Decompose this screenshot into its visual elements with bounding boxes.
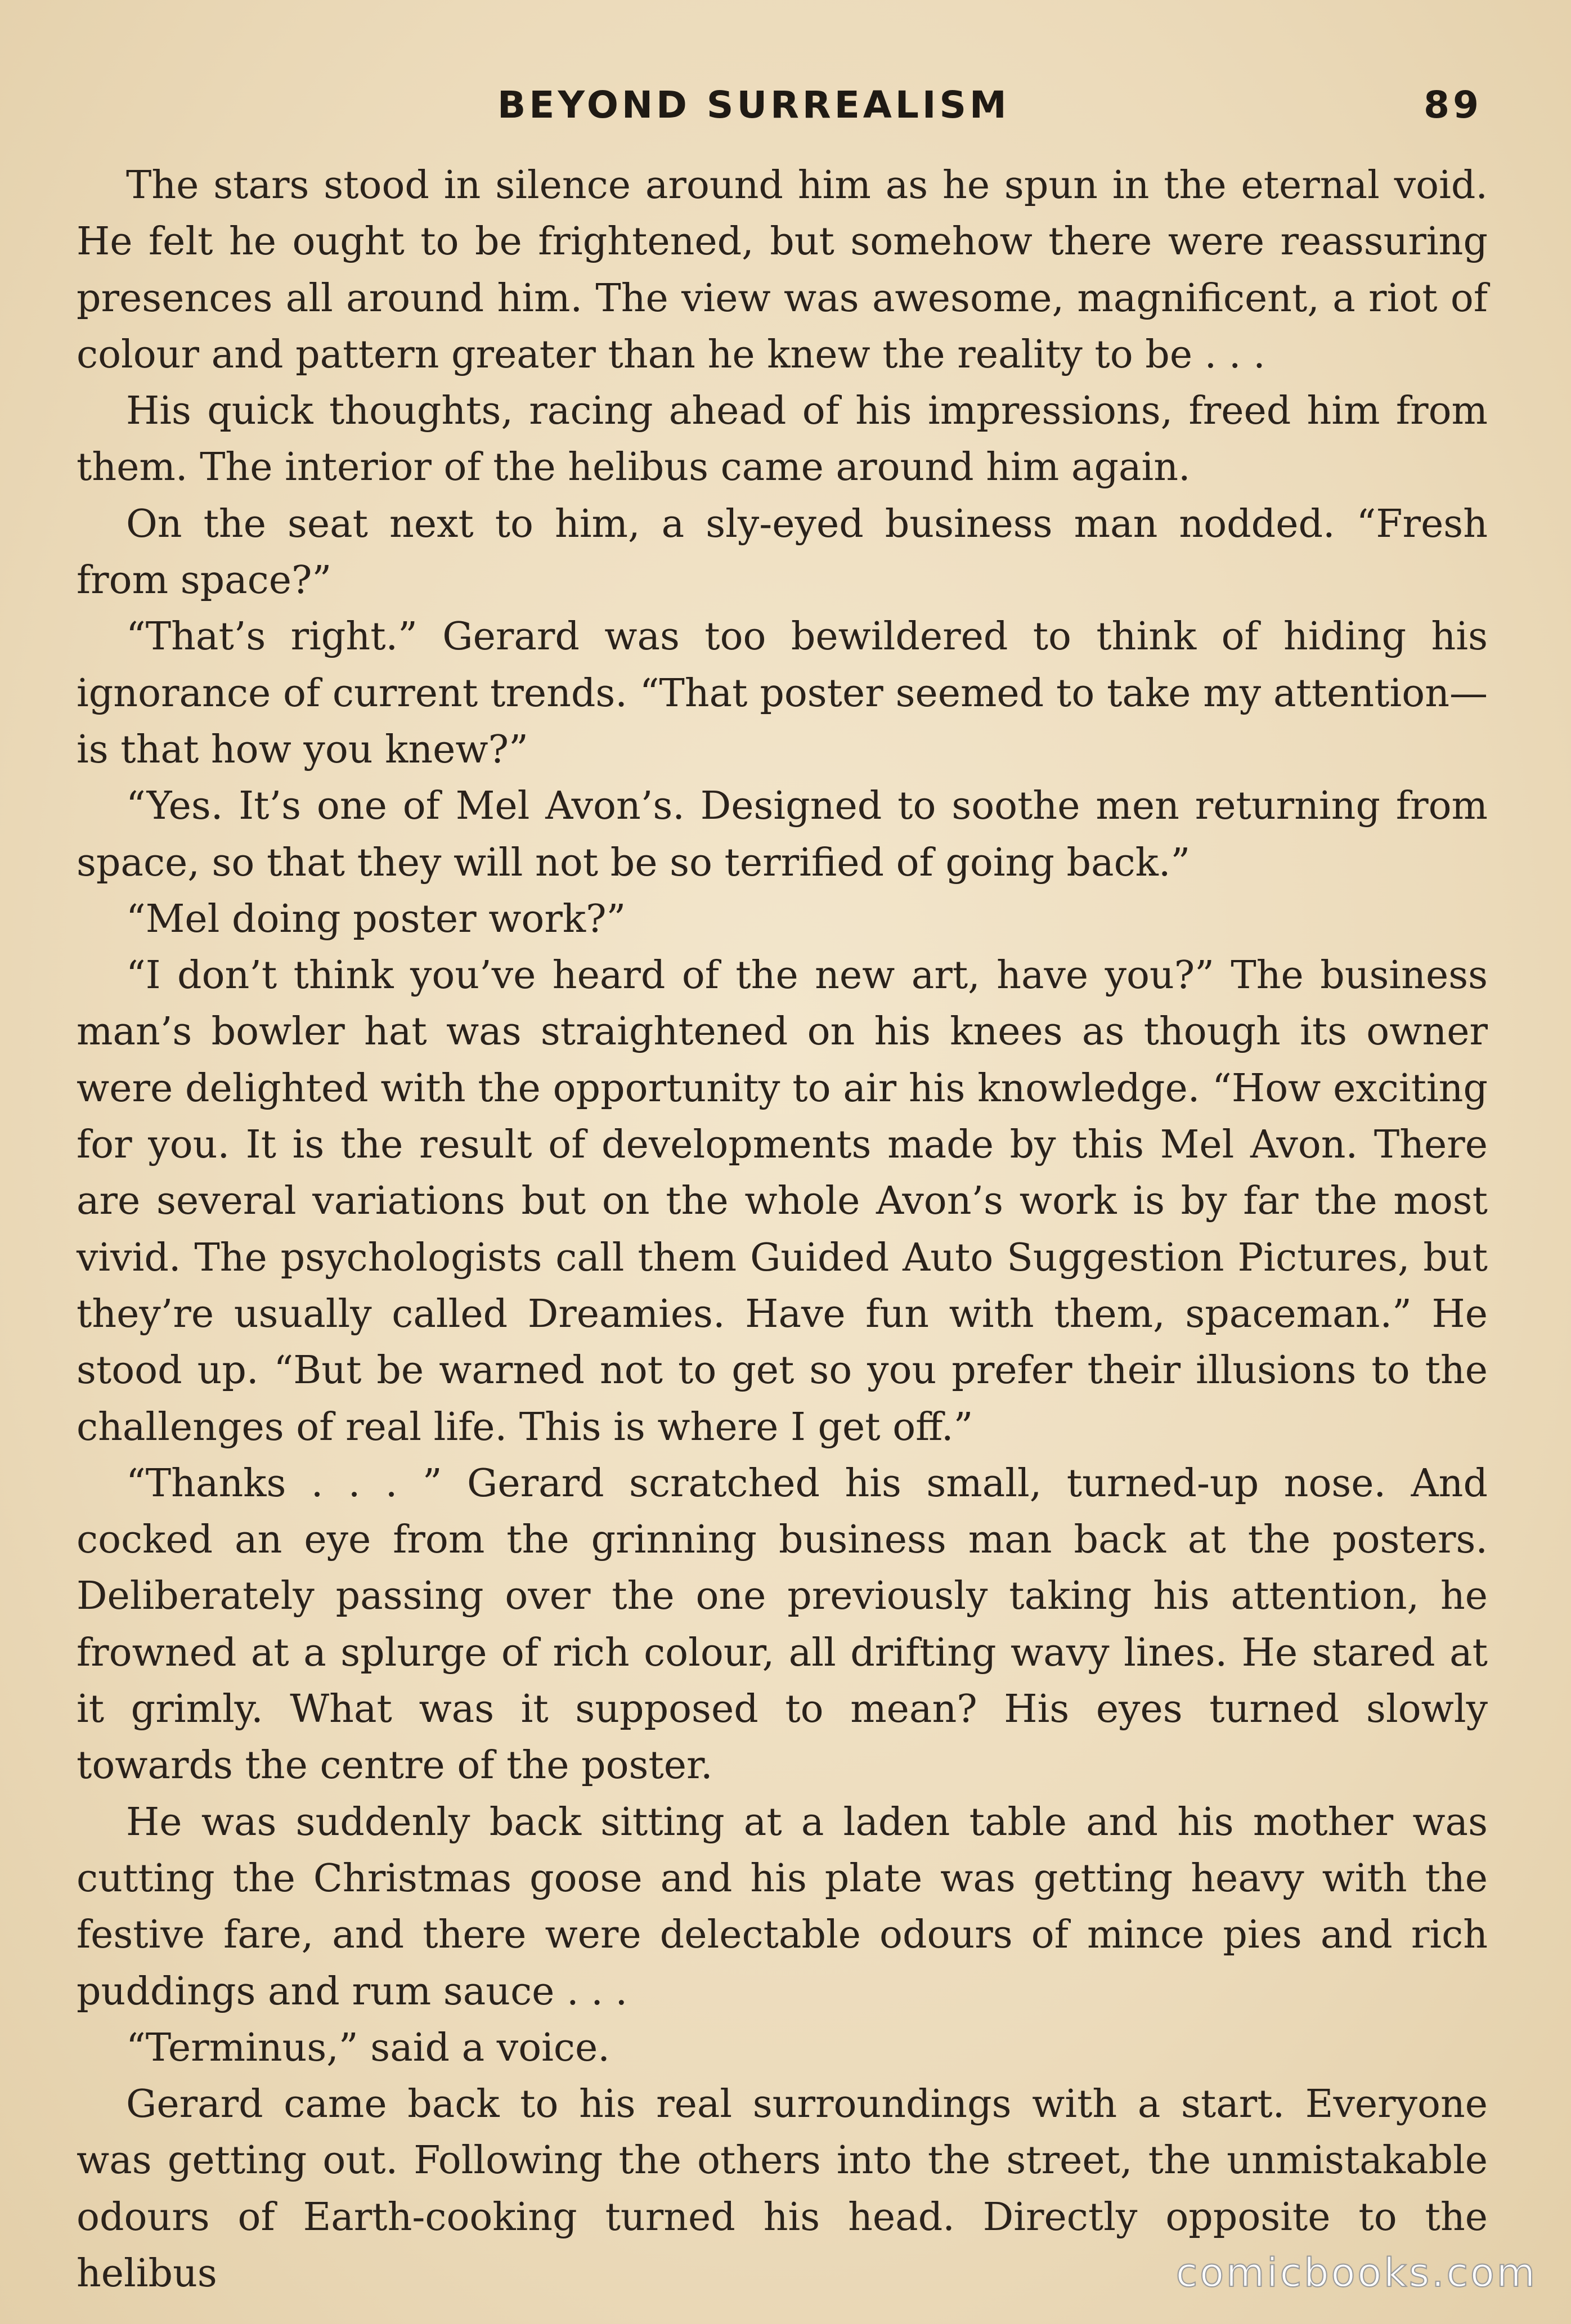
running-title: BEYOND SURREALISM	[497, 83, 1010, 127]
page-number: 89	[1424, 83, 1482, 127]
body-text	[77, 158, 1488, 2302]
paragraph: On the seat next to him, a sly-eyed business man nodded. “Fresh from space?”	[77, 501, 1488, 603]
paragraph: His quick thoughts, racing ahead of his impressions, freed him from them. The interior of the helibus came around him again.	[77, 389, 1488, 490]
paragraph: “Terminus,” said a voice.	[126, 2025, 610, 2070]
paragraph: He was suddenly back sitting at a laden table and his mother was cutting the Christmas goose and his plate was getting heavy with the festive fare, and there were delectable odours of mince pies and rich puddings and rum sauce . . .	[77, 1800, 1488, 2014]
paragraph: “I don’t think you’ve heard of the new art, have you?” The business man’s bowler hat was straightened on his knees as though its owner were delighted with the opportunity to air his knowledge. “How exciting for you. It is the result of developments made by this Mel Avon. There are several variations but on the whole Avon’s work is by far the most vivid. The psychologists call them Guided Auto Suggestion Pictures, but they’re usually called Dreamies. Have fun with them, spaceman.” He stood up. “But be warned not to get so you prefer their illusions to the challenges of real life. This is where I get off.”	[77, 953, 1488, 1450]
paragraph: “Yes. It’s one of Mel Avon’s. Designed to soothe men returning from space, so that they will not be so terrified of going back.”	[77, 784, 1488, 885]
site-watermark: comicbooks.com	[1175, 2250, 1537, 2296]
paragraph: “Thanks . . . ” Gerard scratched his small, turned-up nose. And cocked an eye from the grinning business man back at the posters. Deliberately passing over the one previously taking his attention, he frowned at a splurge of rich colour, all drifting wavy lines. He stared at it grimly. What was it supposed to mean? His eyes turned slowly towards the centre of the poster.	[77, 1461, 1488, 1788]
running-head	[497, 83, 1482, 134]
paragraph: “That’s right.” Gerard was too bewildered to think of hiding his ignorance of current trends. “That poster seemed to take my attention—is that how you knew?”	[77, 614, 1488, 772]
paragraph: The stars stood in silence around him as he spun in the eternal void. He felt he ought to be frightened, but somehow there were reassuring presences all around him. The view was awesome, magnificent, a riot of colour and pattern greater than he knew the reality to be . . .	[77, 163, 1488, 377]
paragraph: Gerard came back to his real surroundings with a start. Everyone was getting out. Following the others into the street, the unmistakable odours of Earth-cooking turned his head. Directly opposite to the helibus	[77, 2082, 1488, 2296]
paragraph: “Mel doing poster work?”	[126, 896, 626, 941]
